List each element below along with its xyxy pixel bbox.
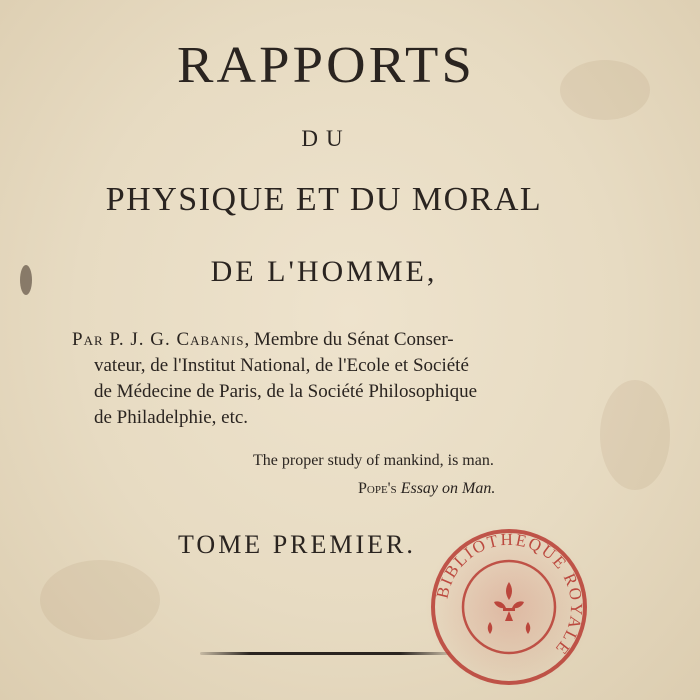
epigraph-work: Essay on Man. xyxy=(400,480,496,497)
epigraph-quote: The proper study of mankind, is man. xyxy=(253,452,494,469)
paper-stain xyxy=(600,380,670,490)
author-line-4: de Philadelphie, etc. xyxy=(94,407,249,428)
author-line-1 xyxy=(72,328,580,351)
stamp-text: BIBLIOTHEQUE ROYALE xyxy=(432,529,587,660)
title-physique-et-du-moral: PHYSIQUE ET DU MORAL xyxy=(105,181,543,218)
author-line-2: vateur, de l'Institut National, de l'Ecole et Société xyxy=(94,355,469,376)
title-de-l-homme: DE L'HOMME, xyxy=(210,255,438,288)
library-stamp xyxy=(424,522,594,692)
epigraph-author: Pope's xyxy=(358,480,397,497)
author-credential-start: , Membre du Sénat Conser- xyxy=(244,329,454,350)
volume-label: TOME PREMIER. xyxy=(178,530,416,559)
author-name: Par P. J. G. Cabanis xyxy=(72,329,245,350)
epigraph-attribution xyxy=(358,480,495,498)
title-rapports: RAPPORTS xyxy=(176,37,476,94)
title-du: DU xyxy=(301,126,351,151)
author-line-3: de Médecine de Paris, de la Société Philosophique xyxy=(94,381,478,402)
ornamental-rule xyxy=(200,652,450,655)
paper-stain xyxy=(40,560,160,640)
